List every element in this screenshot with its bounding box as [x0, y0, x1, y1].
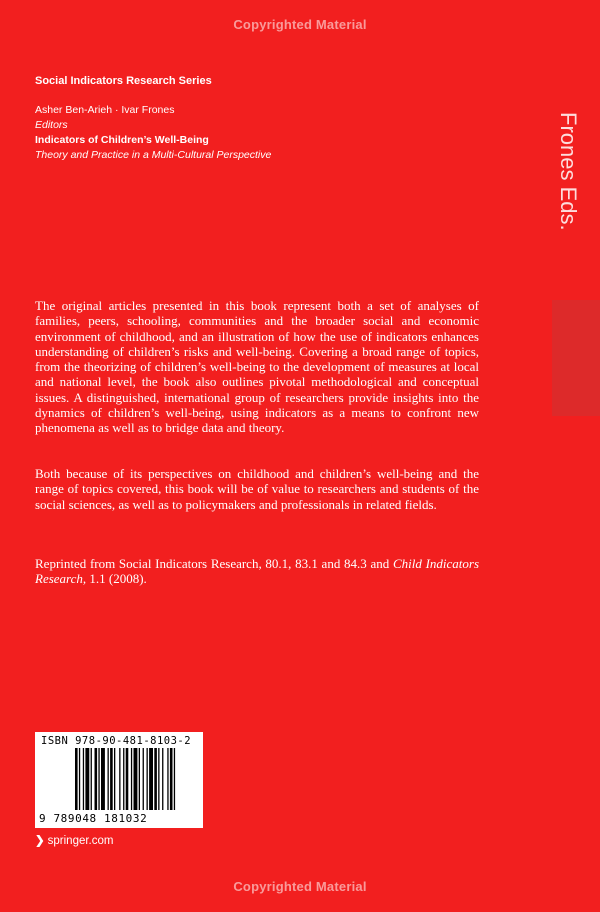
barcode-bar	[170, 748, 173, 810]
editors-names: Asher Ben-Arieh · Ivar Frones	[35, 104, 175, 116]
side-tab	[552, 300, 600, 416]
description-paragraph-1: The original articles presented in this book represent both a set of analyses of families, peers, schooling, communities and the broader social and economic environment of childhood, and an illustration of how the use of indicators enhances understanding of children’s risks and well-being. Covering a broad range of topics, from the theorizing of children’s well-being to the development of measures at local and national level, the book also outlines pivotal methodological and conceptual issues. A distinguished, international group of researchers provide insights into the dynamics of children’s well-being, using indicators as a means to confront new phenomena as well as to bridge data and theory.	[35, 298, 479, 436]
barcode-bar	[134, 748, 138, 810]
barcode-bar	[95, 748, 98, 810]
barcode-bar	[119, 748, 120, 810]
barcode-bar	[162, 748, 163, 810]
book-subtitle: Theory and Practice in a Multi-Cultural Perspective	[35, 149, 272, 161]
book-header	[35, 74, 455, 163]
barcode-bar	[110, 748, 113, 810]
isbn-barcode	[35, 732, 203, 828]
barcode-bar	[114, 748, 115, 810]
barcode-bar	[108, 748, 109, 810]
reprint-note	[35, 556, 479, 587]
barcode-bar	[91, 748, 92, 810]
barcode-bar	[143, 748, 144, 810]
description-paragraph-2: Both because of its perspectives on childhood and children’s well-being and the range of topics covered, this book will be of value to researchers and students of the social sciences, as well as to policymakers and professionals in related fields.	[35, 466, 479, 512]
reprint-note-suffix: 1.1 (2008).	[89, 571, 147, 587]
reprint-note-journal: Child Indicators Research,	[35, 556, 480, 587]
reprint-note-prefix: Reprinted from Social Indicators Research, 80.1, 83.1 and 84.3 and	[35, 556, 390, 571]
watermark-top: Copyrighted Material	[233, 17, 367, 32]
barcode-digits: 9 789048 181032	[39, 812, 148, 825]
spine-text: Frones Eds.	[556, 112, 581, 231]
barcode-bar	[126, 748, 129, 810]
barcode-bar	[174, 748, 175, 810]
isbn-label: ISBN 978-90-481-8103-2	[41, 735, 192, 747]
series-name: Social Indicators Research Series	[35, 75, 212, 87]
barcode-bar	[85, 748, 89, 810]
barcode-bar	[101, 748, 105, 810]
barcode-bar	[79, 748, 80, 810]
barcode-bar	[139, 748, 140, 810]
chevron-right-icon: ❯	[35, 835, 45, 847]
publisher-link-text: springer.com	[47, 835, 114, 847]
barcode-bar	[149, 748, 153, 810]
barcode-bar	[158, 748, 159, 810]
barcode-bar	[154, 748, 157, 810]
publisher-link[interactable]	[35, 833, 113, 847]
editors-role: Editors	[35, 119, 68, 131]
barcode-bar	[123, 748, 124, 810]
barcode-bar	[147, 748, 148, 810]
barcode-bar	[75, 748, 78, 810]
barcode-bar	[83, 748, 84, 810]
barcode-bar	[167, 748, 168, 810]
book-title: Indicators of Children’s Well-Being	[35, 134, 209, 146]
watermark-bottom: Copyrighted Material	[233, 879, 367, 894]
barcode-bar	[98, 748, 99, 810]
barcode-bar	[131, 748, 132, 810]
